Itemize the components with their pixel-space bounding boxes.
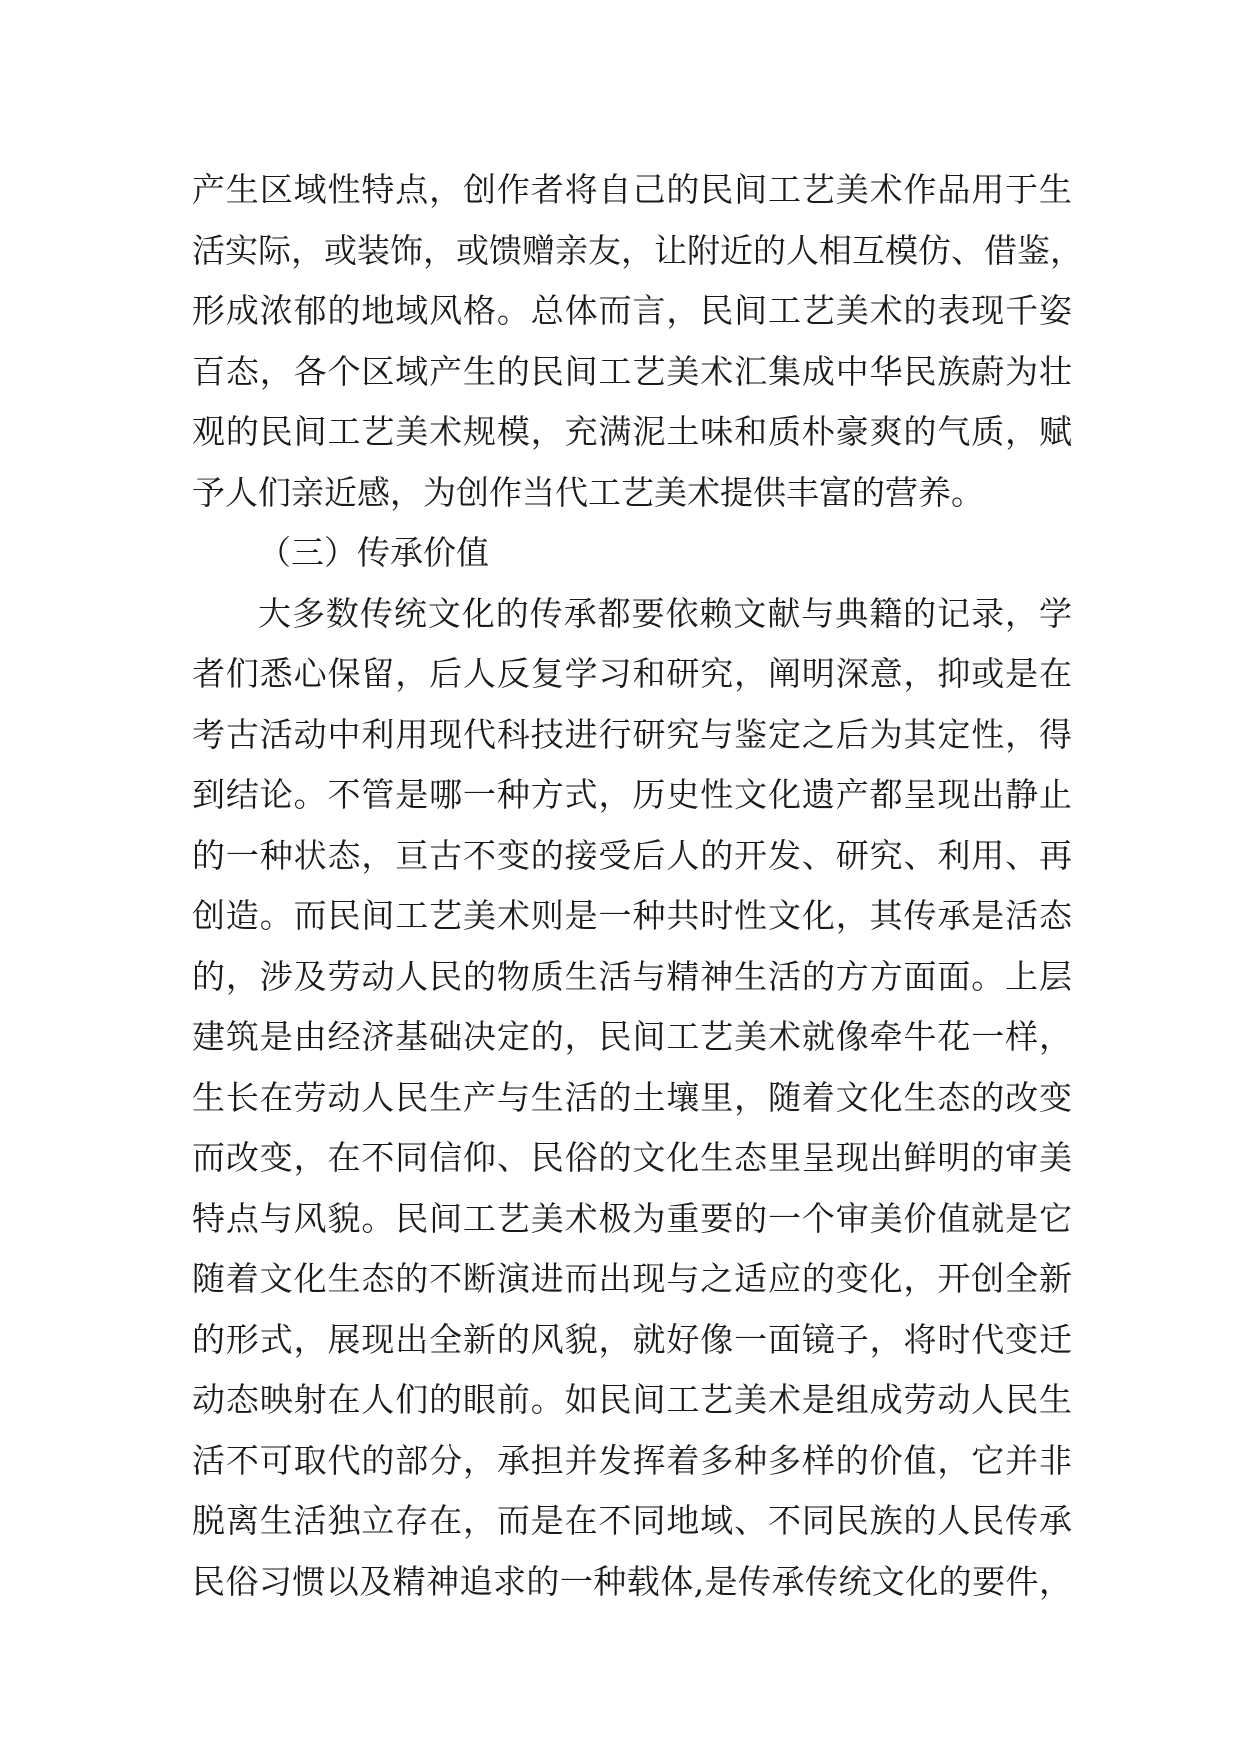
text-line: 的，涉及劳动人民的物质生活与精神生活的方方面面。上层 (192, 956, 1072, 996)
section-heading: （三）传承价值 (258, 533, 489, 572)
body-text (192, 160, 1083, 1612)
text-line: 创造。而民间工艺美术则是一种共时性文化，其传承是活态 (192, 896, 1072, 935)
text-line: 活不可取代的部分，承担并发挥着多种多样的价值，它并非 (192, 1440, 1072, 1480)
text-line: 而改变，在不同信仰、民俗的文化生态里呈现出鲜明的审美 (192, 1138, 1072, 1177)
text-line: 建筑是由经济基础决定的，民间工艺美术就像牵牛花一样， (192, 1017, 1072, 1056)
text-line: 予人们亲近感，为创作当代工艺美术提供丰富的营养。 (192, 472, 984, 512)
text-line: 到结论。不管是哪一种方式，历史性文化遗产都呈现出静止 (192, 775, 1072, 814)
text-line: 形成浓郁的地域风格。总体而言，民间工艺美术的表现千姿 (192, 291, 1072, 330)
text-line: 者们悉心保留，后人反复学习和研究，阐明深意，抑或是在 (192, 654, 1072, 693)
text-line: 脱离生活独立存在，而是在不同地域、不同民族的人民传承 (192, 1501, 1072, 1540)
text-line: 大多数传统文化的传承都要依赖文献与典籍的记录，学 (258, 593, 1072, 633)
text-line: 特点与风貌。民间工艺美术极为重要的一个审美价值就是它 (192, 1198, 1072, 1238)
text-line: 考古活动中利用现代科技进行研究与鉴定之后为其定性，得 (192, 714, 1072, 754)
text-line: 民俗习惯以及精神追求的一种载体,是传承传统文化的要件， (192, 1561, 1072, 1601)
text-line: 活实际，或装饰，或馈赠亲友，让附近的人相互模仿、借鉴， (192, 230, 1083, 270)
text-line: 生长在劳动人民生产与生活的土壤里，随着文化生态的改变 (192, 1077, 1072, 1117)
text-line: 动态映射在人们的眼前。如民间工艺美术是组成劳动人民生 (192, 1380, 1072, 1419)
text-line: 产生区域性特点，创作者将自己的民间工艺美术作品用于生 (192, 170, 1072, 209)
paragraph-inheritance-value (192, 584, 1072, 1613)
text-line: 的形式，展现出全新的风貌，就好像一面镜子，将时代变迁 (192, 1319, 1072, 1359)
text-line: 观的民间工艺美术规模，充满泥土味和质朴豪爽的气质，赋 (192, 412, 1072, 451)
text-line: 的一种状态，亘古不变的接受后人的开发、研究、利用、再 (192, 835, 1072, 875)
paragraph-continued (192, 160, 1083, 523)
text-line: 百态，各个区域产生的民间工艺美术汇集成中华民族蔚为壮 (192, 351, 1072, 391)
text-line: 随着文化生态的不断演进而出现与之适应的变化，开创全新 (192, 1259, 1072, 1298)
